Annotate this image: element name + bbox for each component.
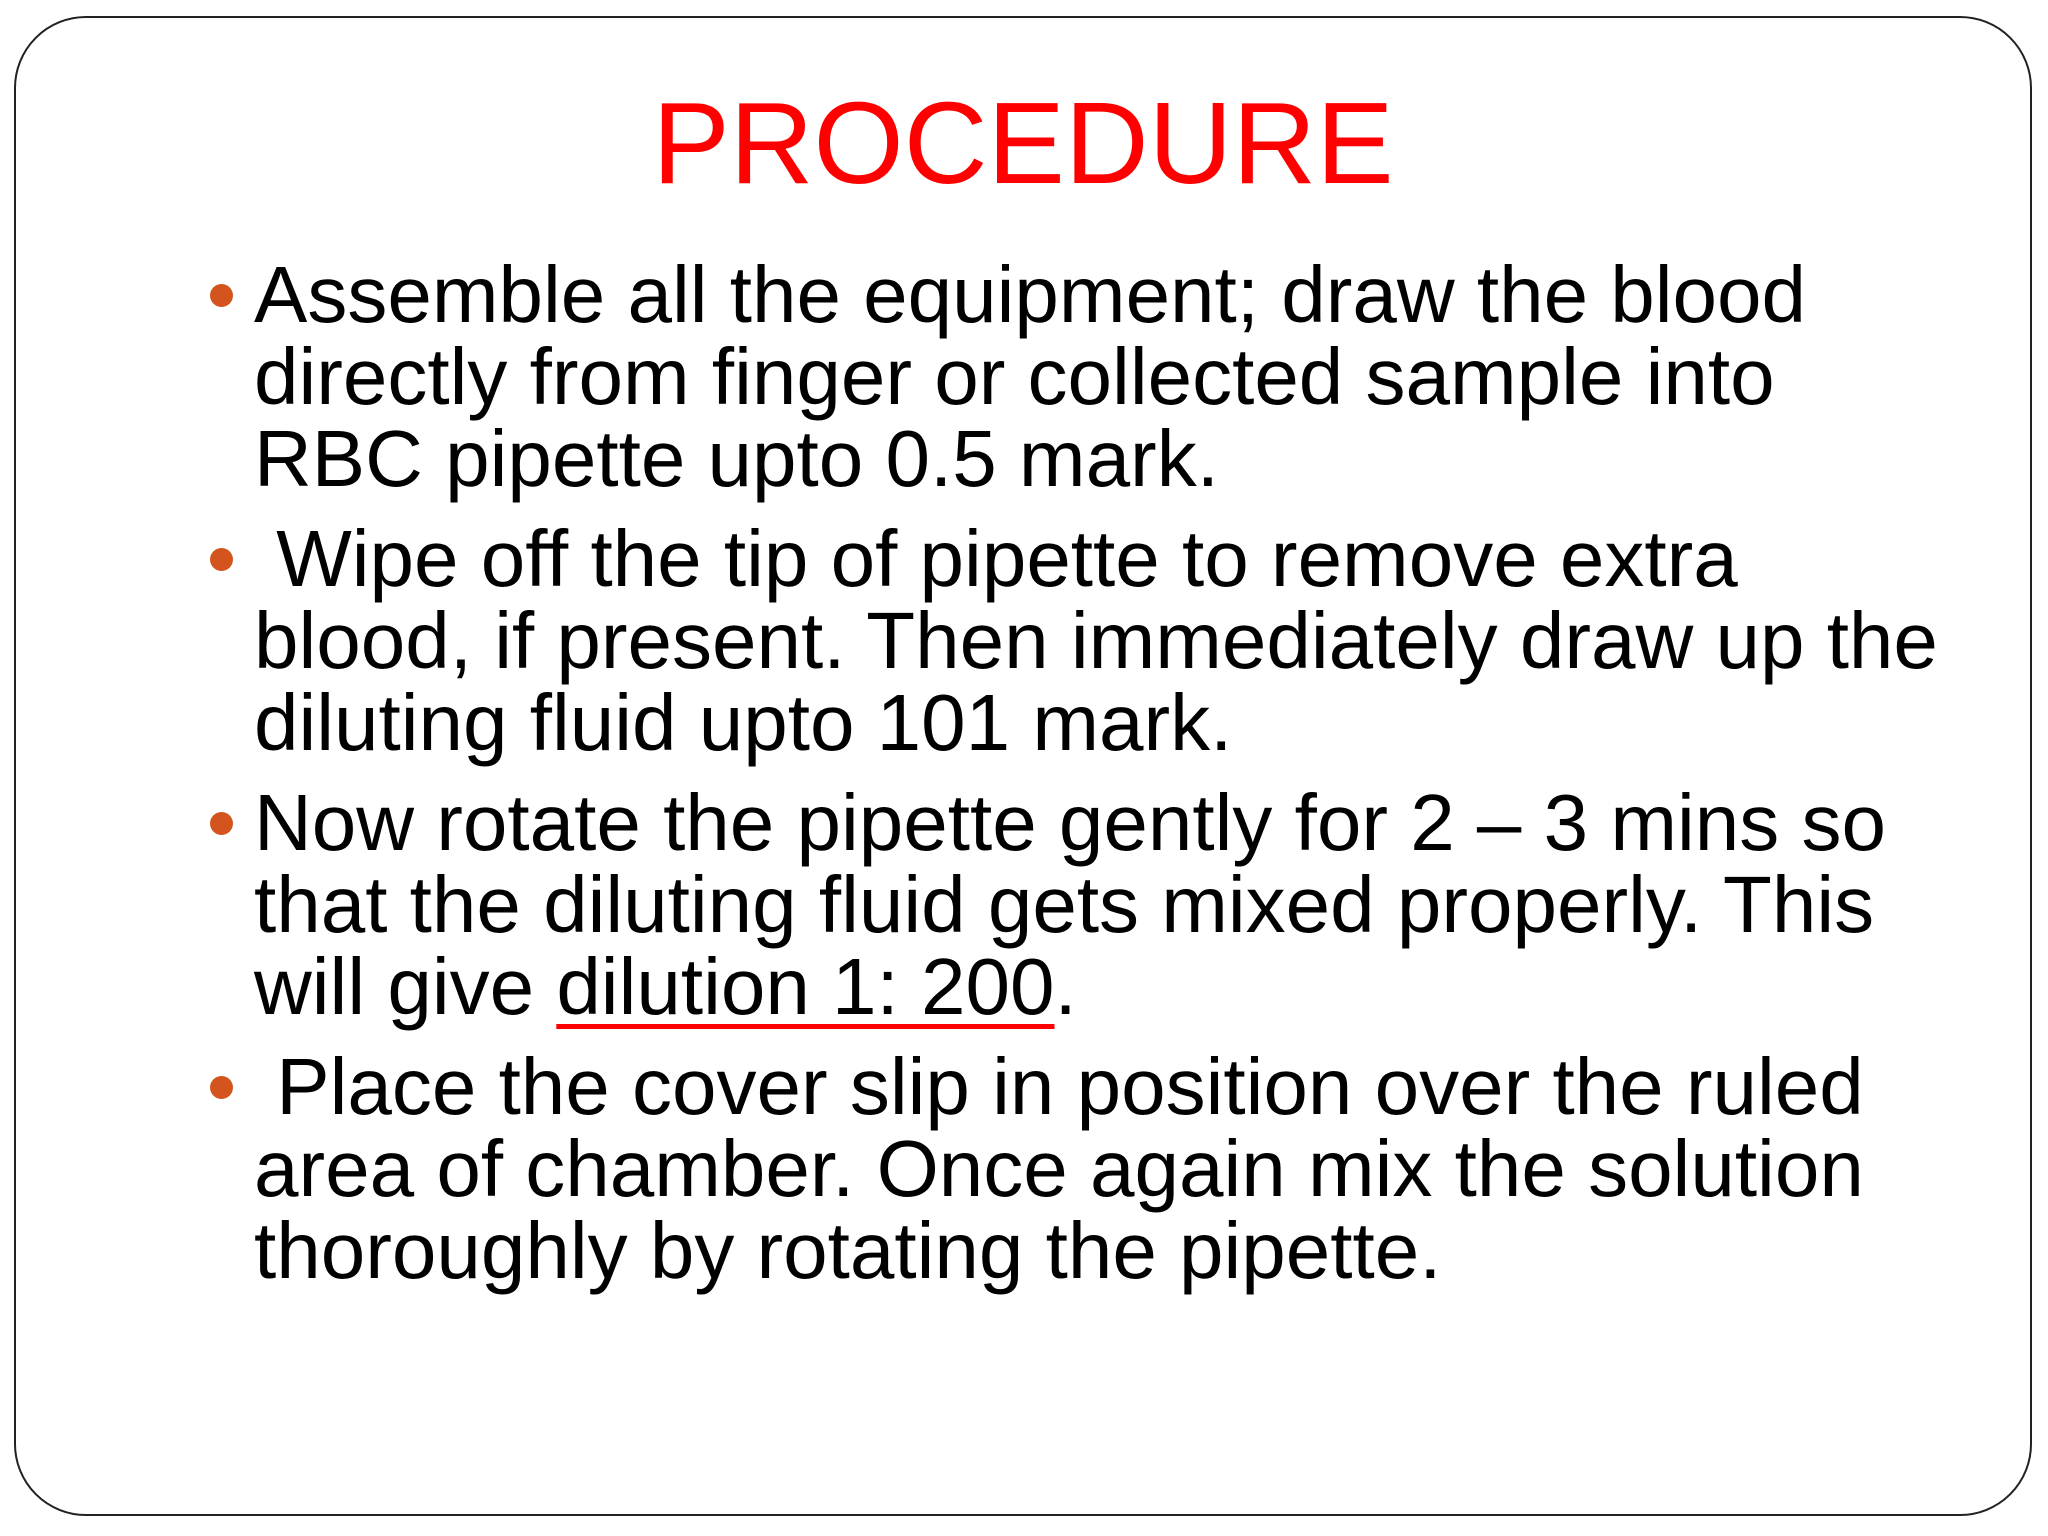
bullet-text: Wipe off the tip of pipette to remove extra blood, if present. Then immediately draw up the diluting fluid upto 101 mark. [254, 514, 1961, 767]
bullet-item [254, 778, 1954, 1031]
bullet-item [254, 250, 1954, 503]
slide-title: PROCEDURE [652, 78, 1394, 208]
bullet-dot-icon [210, 1076, 233, 1099]
bullet-item [254, 1042, 1954, 1295]
dilution-ratio-text: dilution 1: 200 [556, 942, 1055, 1031]
bullet-list [254, 250, 1961, 1310]
bullet-dot-icon [210, 812, 233, 835]
bullet-text: Place the cover slip in position over the ruled area of chamber. Once again mix the solution thoroughly by rotating the pipette. [254, 1042, 1887, 1295]
bullet-text: Assemble all the equipment; draw the blood directly from finger or collected sample into RBC pipette upto 0.5 mark. [254, 250, 1807, 503]
bullet-dot-icon [210, 284, 233, 307]
bullet-dot-icon [210, 548, 233, 571]
slide-frame [14, 16, 2032, 1516]
bullet-text: Now rotate the pipette gently for 2 – 3 mins so that the diluting fluid gets mixed properly. This will give [254, 778, 1886, 1031]
bullet-item [254, 514, 1961, 767]
bullet-text-end: . [1054, 942, 1077, 1031]
